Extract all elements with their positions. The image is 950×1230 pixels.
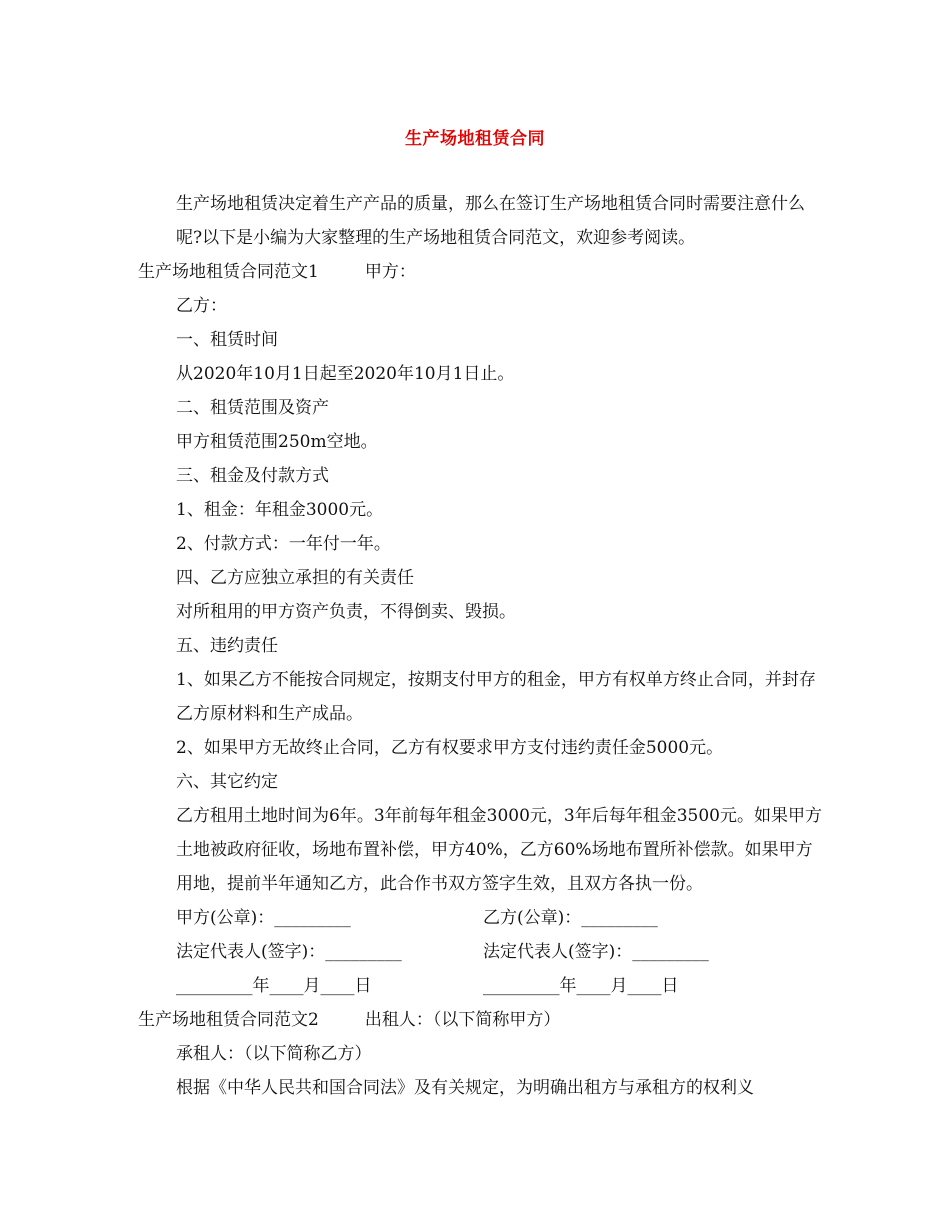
section-5-item-2: 2、如果甲方无故终止合同，乙方有权要求甲方支付违约责任金5000元。	[176, 738, 724, 758]
party-a-date-line: _________年____月____日	[176, 976, 372, 996]
section-3-item-1: 1、租金：年租金3000元。	[176, 500, 384, 520]
section-2-title: 二、租赁范围及资产	[176, 398, 329, 418]
signature-seal-row	[138, 901, 828, 935]
section-1-title: 一、租赁时间	[176, 330, 278, 350]
document-body	[138, 187, 828, 1105]
section-4-title: 四、乙方应独立承担的有关责任	[176, 568, 414, 588]
section-1-text: 从2020年10月1日起至2020年10月1日止。	[176, 364, 515, 384]
intro-paragraph: 生产场地租赁决定着生产产品的质量，那么在签订生产场地租赁合同时需要注意什么呢?以下是小编为大家整理的生产场地租赁合同范文，欢迎参考阅读。	[176, 194, 805, 248]
document-title: 生产场地租赁合同	[405, 129, 545, 149]
sample2-heading-line	[138, 1003, 828, 1037]
section-6-text: 乙方租用土地时间为6年。3年前每年租金3000元，3年后每年租金3500元。如果甲方土地被政府征收，场地布置补偿，甲方40%，乙方60%场地布置所补偿款。如果甲方用地，提前半年通知乙方，此合作书双方签字生效，且双方各执一份。	[176, 806, 822, 894]
section-3-item-2: 2、付款方式：一年付一年。	[176, 534, 391, 554]
sample2-heading: 生产场地租赁合同范文2	[138, 1010, 319, 1030]
party-b-date-line: _________年____月____日	[483, 976, 679, 996]
signature-rep-row	[138, 935, 828, 969]
section-2-text: 甲方租赁范围250m空地。	[176, 432, 378, 452]
lessee-label: 承租人：（以下简称乙方）	[176, 1044, 372, 1064]
section-6-title: 六、其它约定	[176, 772, 278, 792]
party-b-label: 乙方：	[176, 296, 227, 316]
sample1-heading-line	[138, 255, 828, 289]
basis-paragraph: 根据《中华人民共和国合同法》及有关规定，为明确出租方与承租方的权利义	[176, 1078, 754, 1098]
section-4-text: 对所租用的甲方资产负责，不得倒卖、毁损。	[176, 602, 516, 622]
party-a-seal-line: 甲方(公章)：_________	[176, 908, 351, 928]
party-b-seal-line: 乙方(公章)：_________	[483, 908, 658, 928]
section-3-title: 三、租金及付款方式	[176, 466, 329, 486]
section-5-title: 五、违约责任	[176, 636, 278, 656]
sample1-heading: 生产场地租赁合同范文1	[138, 262, 319, 282]
lessor-label: 出租人：（以下简称甲方）	[364, 1010, 561, 1030]
signature-date-row	[138, 969, 828, 1003]
party-a-rep-line: 法定代表人(签字)：_________	[176, 942, 402, 962]
party-a-label: 甲方：	[364, 262, 416, 282]
section-5-item-1: 1、如果乙方不能按合同规定，按期支付甲方的租金，甲方有权单方终止合同，并封存乙方原材料和生产成品。	[176, 670, 816, 724]
party-b-rep-line: 法定代表人(签字)：_________	[483, 942, 709, 962]
